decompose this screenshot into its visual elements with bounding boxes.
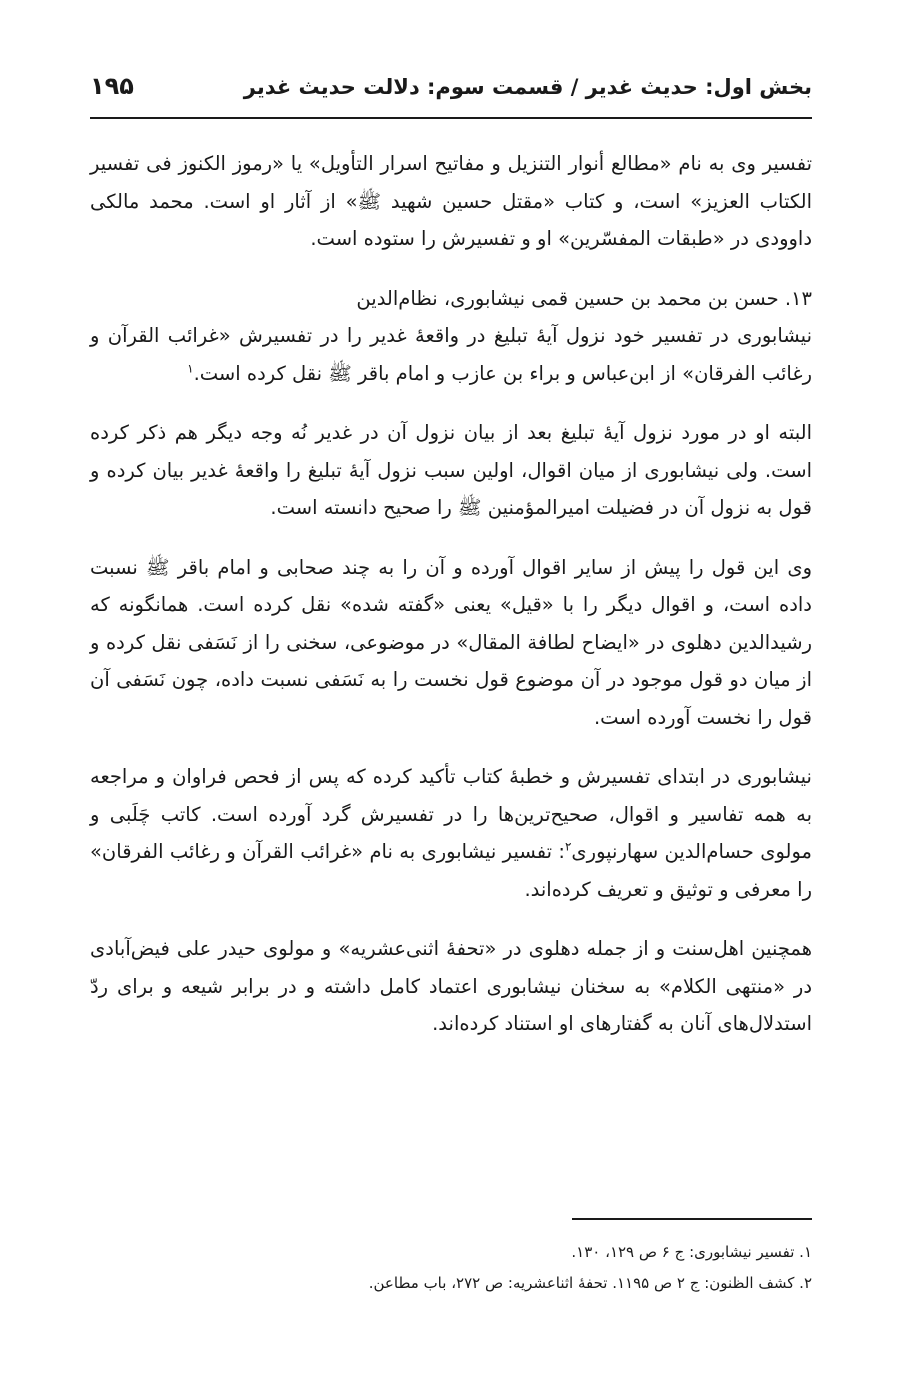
footnote-ref: ۱ [187, 361, 194, 375]
running-title: بخش اول: حدیث غدیر / قسمت سوم: دلالت حدیث غدیر [243, 75, 812, 99]
paragraph: وی این قول را پیش از سایر اقوال آورده و آن را به چند صحابی و امام باقر ﷺ نسبت داده است، و اقوال دیگر را با «قیل» یعنی «گفته شده» نقل کرده است. همانگونه که رشیدالدین دهلوی در «ایضاح لطافة المقال» در موضوعی، سخنی را از نَسَفی نقل کرده و از میان دو قول موجود در آن موضوع قول نخست را به نَسَفی نسبت داده، چون نَسَفی آن قول را نخست آورده است. [90, 555, 812, 729]
book-page [90, 0, 812, 1390]
section-heading: ۱۳. حسن بن محمد بن حسین قمی نیشابوری، نظام‌الدین [356, 286, 812, 310]
header-rule [90, 117, 812, 119]
footnote: ۲. کشف الظنون: ج ۲ ص ۱۱۹۵. تحفهٔ اثناعشریه: ص ۲۷۲، باب مطاعن. [368, 1274, 812, 1292]
paragraph: نیشابوری در ابتدای تفسیرش و خطبهٔ کتاب تأکید کرده که پس از فحص فراوان و مراجعه به همه تفاسیر و اقوال، صحیح‌ترین‌ها را در تفسیرش گرد آورده است. کاتب چَلَبی و مولوی حسام‌الدین سهارنپوری$^۲$: تفسیر نیشابوری به نام «غرائب القرآن و رغائب الفرقان» را معرفی و توثیق و تعریف کرده‌اند. [90, 765, 813, 901]
paragraph: همچنین اهل‌سنت و از جمله دهلوی در «تحفهٔ اثنی‌عشریه» و مولوی حیدر علی فیض‌آبادی در «منتهی الکلام» به سخنان نیشابوری اعتماد کامل داشته و در برابر شیعه و برای ردّ استدلال‌های آنان به گفتارهای او استناد کرده‌اند. [90, 937, 812, 1035]
paragraph: نیشابوری در تفسیر خود نزول آیهٔ تبلیغ در واقعهٔ غدیر را در تفسیرش «غرائب القرآن و رغائب الفرقان» از ابن‌عباس و براء بن عازب و امام باقر ﷺ نقل کرده است.$^۱$ [90, 324, 812, 385]
main-text [90, 145, 812, 1065]
page-header [90, 72, 812, 112]
paragraph: البته او در مورد نزول آیهٔ تبلیغ بعد از بیان نزول آن در غدیر نُه وجه دیگر هم ذکر کرده است. ولی نیشابوری از میان اقوال، اولین سبب نزول آیهٔ تبلیغ را واقعهٔ غدیر بیان کرده و قول به نزول آن در فضیلت امیرالمؤمنین ﷺ را صحیح دانسته است. [90, 421, 812, 519]
page-number: ۱۹۵ [90, 72, 134, 100]
paragraph: تفسیر وی به نام «مطالع أنوار التنزیل و مفاتیح اسرار التأویل» یا «رموز الکنوز فی تفسیر الکتاب العزیز» است، و کتاب «مقتل حسین شهید ﷺ» از آثار او است. محمد مالکی داوودی در «طبقات المفسّرین» او و تفسیرش را ستوده است. [90, 152, 812, 250]
footnotes [90, 1237, 812, 1299]
footnote-ref: ۲ [564, 839, 572, 854]
footnote: ۱. تفسیر نیشابوری: ج ۶ ص ۱۲۹، ۱۳۰. [571, 1243, 812, 1261]
footnote-rule [572, 1218, 812, 1220]
